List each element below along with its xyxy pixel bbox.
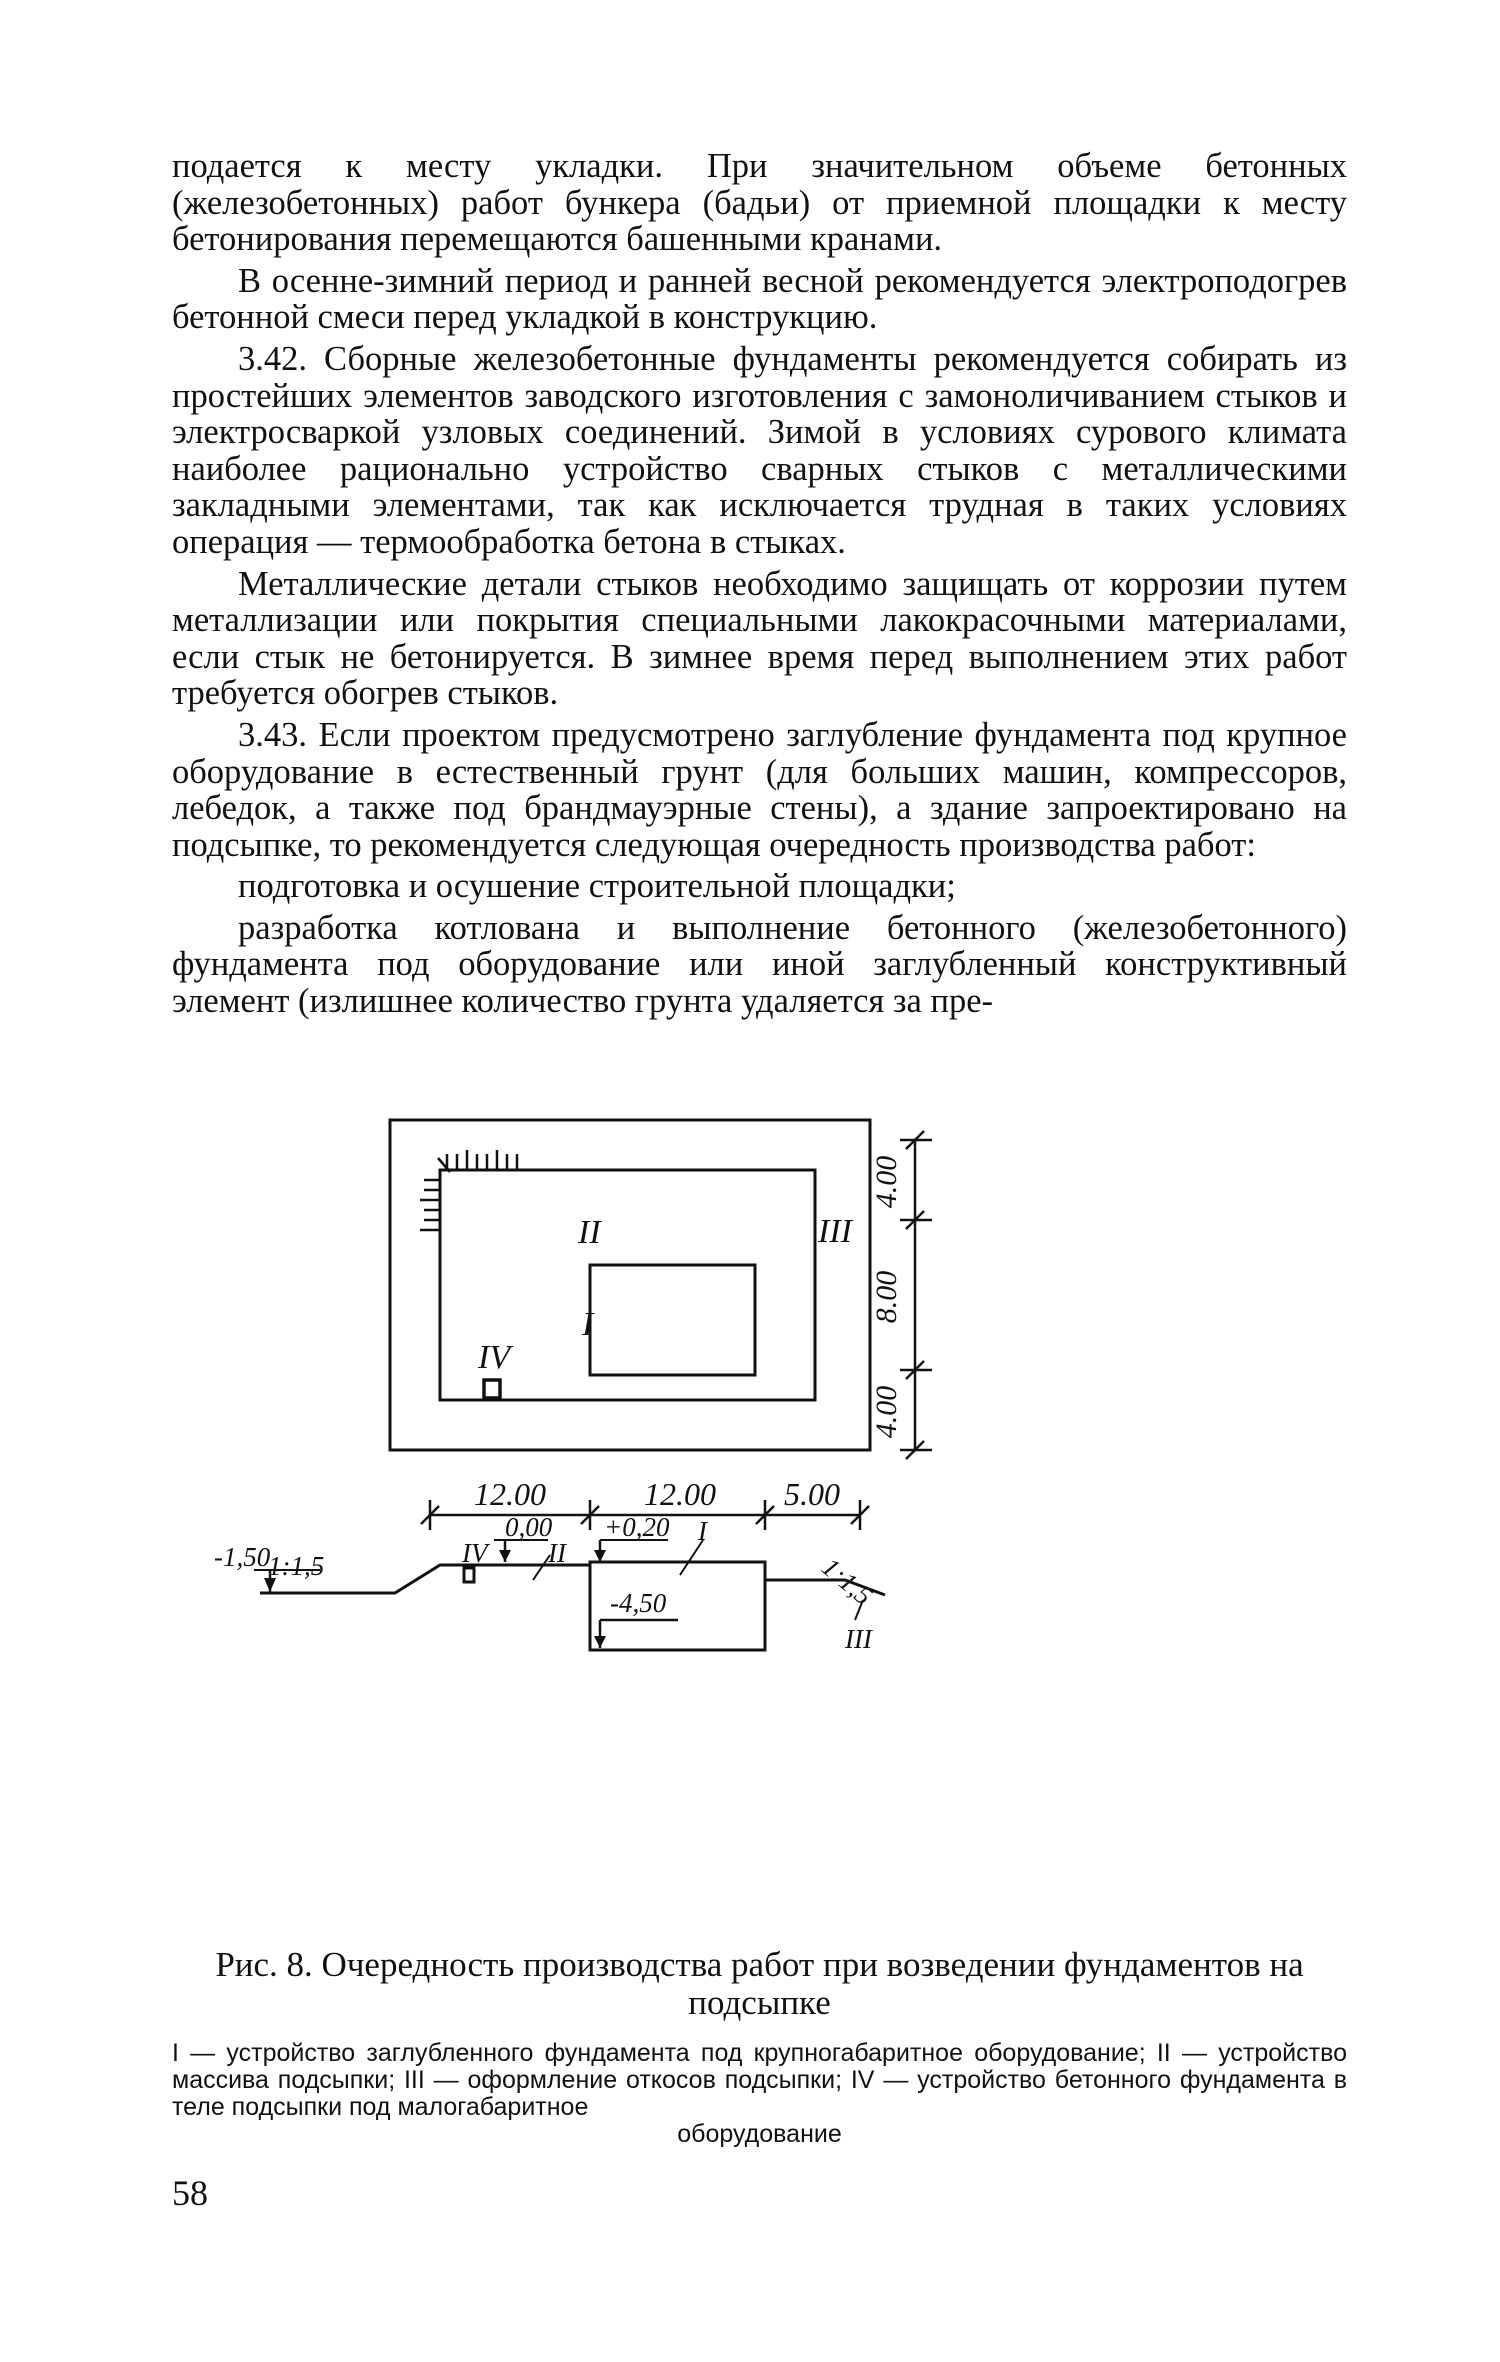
section-level-top: +0,20 [604, 1512, 670, 1542]
dimension-bottom-right: 5.00 [784, 1476, 840, 1512]
dimension-bottom-middle: 12.00 [644, 1476, 716, 1512]
plan-foundation-outline [590, 1265, 755, 1375]
paragraph: подготовка и осушение строительной площадки; [238, 867, 956, 906]
paragraph: разработка котлована и выполнение бетонного (железобетонного) фундамента под оборудование или иной заглубленный конструктивный элемент (излишнее количество грунта удаляется за пре- [172, 908, 1347, 1021]
legend-text-end: оборудование [677, 2120, 842, 2148]
section-small-block [464, 1568, 474, 1582]
paragraph: 3.42. Сборные железобетонные фундаменты рекомендуется собирать из простейших элементов заводского изготовления с замоноличиванием стыков и электросваркой узловых соединений. Зимой в условиях сурового климата наиболее рационально устройство сварных стыков с металлическими закладными элементами, так как исключается трудная в таких условиях операция — термообработка бетона в стыках. [172, 339, 1347, 561]
section-label-ii: II [548, 1538, 566, 1568]
plan-small-foundation [484, 1380, 500, 1398]
section-level-bottom: -4,50 [610, 1588, 667, 1618]
page-number: 58 [172, 2173, 208, 2213]
dimension-right-top: 4.00 [870, 1155, 903, 1209]
plan-hatch-left [420, 1180, 440, 1230]
paragraph: Металлические детали стыков необходимо защищать от коррозии путем металлизации или покрытия специальными лакокрасочными материалами, если стык не бетонируется. В зимнее время перед выполнением этих работ требуется обогрев стыков. [172, 564, 1347, 713]
foundation-drawing [214, 1100, 1200, 1860]
figure-caption: Рис. 8. Очередность производства работ при возведении фундаментов на подсыпке [215, 1945, 1304, 2022]
section-label-iii: III [845, 1624, 872, 1654]
paragraph: подается к месту укладки. При значительном объеме бетонных (железобетонных) работ бункера (бадьи) от приемной площадки к месту бетонирования перемещаются башенными кранами. [172, 147, 1347, 259]
label-zone-i: I [582, 1306, 594, 1343]
section-level-left: -1,50 [214, 1542, 271, 1572]
section-slope-left: 1:1,5 [268, 1551, 325, 1581]
legend-text: I — устройство заглубленного фундамента под крупногабаритное оборудование; II — устройство массива подсыпки; III — оформление откосов подсыпки; IV — устройство бетонного фундамента в теле подсыпки под малогабаритное [172, 2039, 1347, 2121]
label-zone-ii: II [578, 1214, 601, 1251]
paragraph: В осенне-зимний период и ранней весной рекомендуется электроподогрев бетонной смеси перед укладкой в конструкцию. [172, 261, 1347, 337]
section-slope-right: 1:1,5 [816, 1551, 879, 1611]
dimension-right [900, 1131, 932, 1459]
dimension-right-bottom: 4.00 [870, 1385, 903, 1439]
section-view [254, 1540, 885, 1650]
label-zone-iii: III [818, 1213, 852, 1250]
dimension-bottom-left: 12.00 [474, 1476, 546, 1512]
label-zone-iv: IV [478, 1339, 511, 1376]
body-text [172, 148, 1347, 1025]
figure-legend [172, 2040, 1347, 2148]
section-level-zero: 0,00 [505, 1512, 553, 1542]
section-label-iv: IV [462, 1538, 488, 1568]
figure-diagram [214, 1100, 1200, 1860]
paragraph: 3.43. Если проектом предусмотрено заглубление фундамента под крупное оборудование в естественный грунт (для больших машин, компрессоров, лебедок, а также под брандмауэрные стены), а здание запроектировано на подсыпке, то рекомендуется следующая очередность производства работ: [172, 715, 1347, 864]
section-label-i: I [698, 1516, 707, 1546]
dimension-right-middle: 8.00 [870, 1270, 903, 1324]
